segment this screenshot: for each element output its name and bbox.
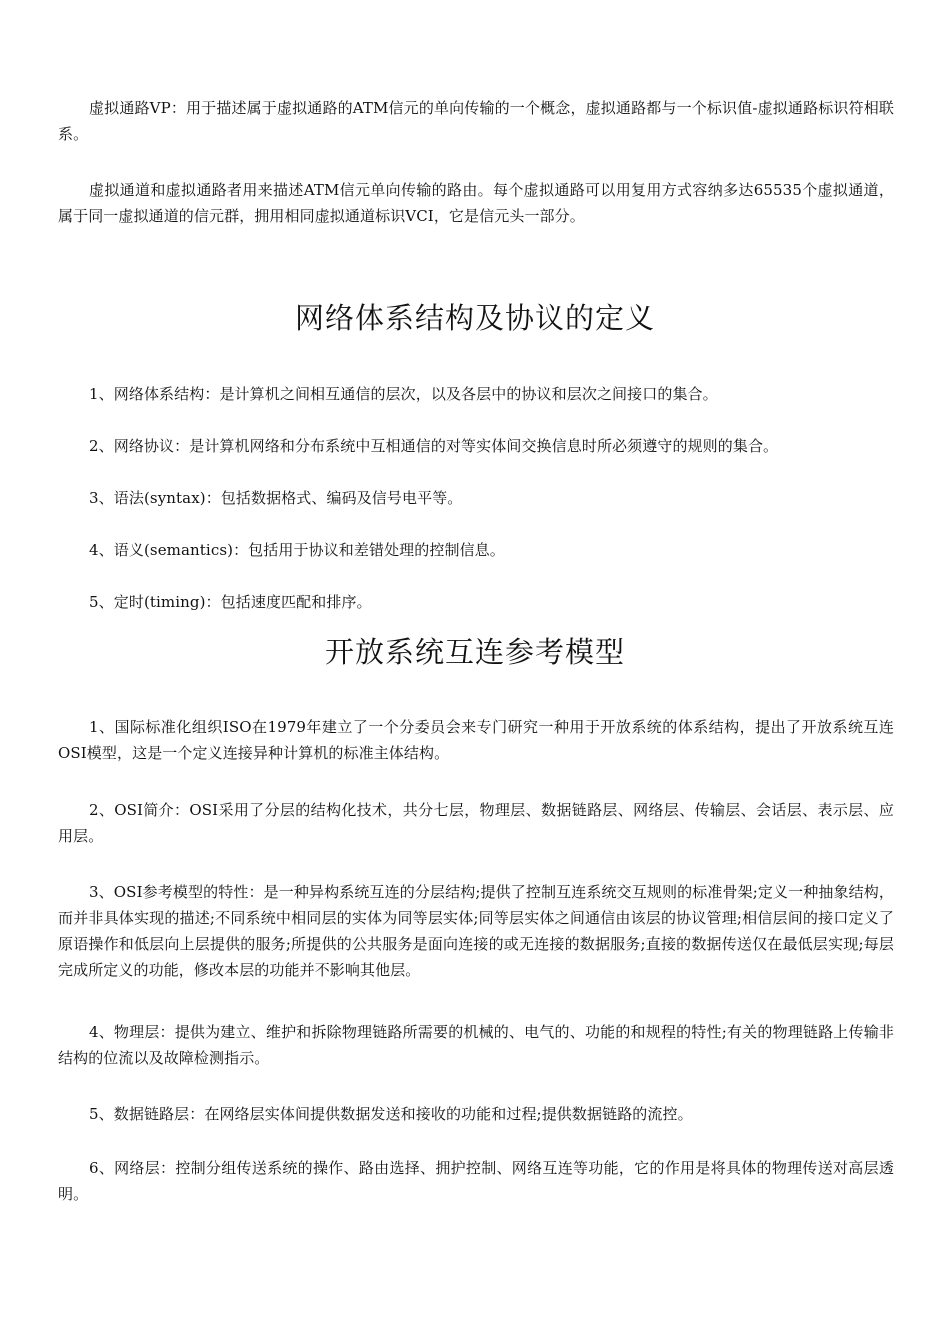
architecture-item-5: 5、定时(timing)：包括速度匹配和排序。 (89, 593, 372, 611)
section-title-architecture: 网络体系结构及协议的定义 (294, 301, 655, 335)
osi-item-1: 1、国际标准化组织ISO在1979年建立了一个分委员会来专门研究一种用于开放系统的体系结构，提出了开放系统互连OSI模型，这是一个定义连接异种计算机的标准主体结构。 (58, 718, 894, 762)
intro-paragraph-vp: 虚拟通路VP：用于描述属于虚拟通路的ATM信元的单向传输的一个概念，虚拟通路都与一个标识值-虚拟通路标识符相联系。 (58, 99, 894, 143)
architecture-item-4: 4、语义(semantics)：包括用于协议和差错处理的控制信息。 (89, 541, 505, 559)
intro-paragraph-vc: 虚拟通道和虚拟通路者用来描述ATM信元单向传输的路由。每个虚拟通路可以用复用方式容纳多达65535个虚拟通道，属于同一虚拟通道的信元群，拥用相同虚拟通道标识VCI，它是信元头一部分。 (58, 181, 894, 225)
architecture-item-1: 1、网络体系结构：是计算机之间相互通信的层次，以及各层中的协议和层次之间接口的集合。 (89, 385, 718, 403)
osi-item-6: 6、网络层：控制分组传送系统的操作、路由选择、拥护控制、网络互连等功能，它的作用是将具体的物理传送对高层透明。 (58, 1159, 894, 1203)
architecture-item-3: 3、语法(syntax)：包括数据格式、编码及信号电平等。 (89, 489, 463, 507)
osi-item-3: 3、OSI参考模型的特性：是一种异构系统互连的分层结构;提供了控制互连系统交互规则的标准骨架;定义一种抽象结构，而并非具体实现的描述;不同系统中相同层的实体为同等层实体;同等层实体之间通信由该层的协议管理;相信层间的接口定义了原语操作和低层向上层提供的服务;所提供的公共服务是面向连接的或无连接的数据服务;直接的数据传送仅在最低层实现;每层完成所定义的功能，修改本层的功能并不影响其他层。 (58, 883, 894, 979)
osi-item-5: 5、数据链路层：在网络层实体间提供数据发送和接收的功能和过程;提供数据链路的流控。 (89, 1105, 693, 1123)
architecture-item-2: 2、网络协议：是计算机网络和分布系统中互相通信的对等实体间交换信息时所必须遵守的规则的集合。 (89, 437, 779, 455)
osi-item-4: 4、物理层：提供为建立、维护和拆除物理链路所需要的机械的、电气的、功能的和规程的特性;有关的物理链路上传输非结构的位流以及故障检测指示。 (58, 1023, 894, 1067)
section-title-osi: 开放系统互连参考模型 (324, 635, 625, 669)
osi-item-2: 2、OSI简介：OSI采用了分层的结构化技术，共分七层，物理层、数据链路层、网络层、传输层、会话层、表示层、应用层。 (58, 801, 894, 845)
